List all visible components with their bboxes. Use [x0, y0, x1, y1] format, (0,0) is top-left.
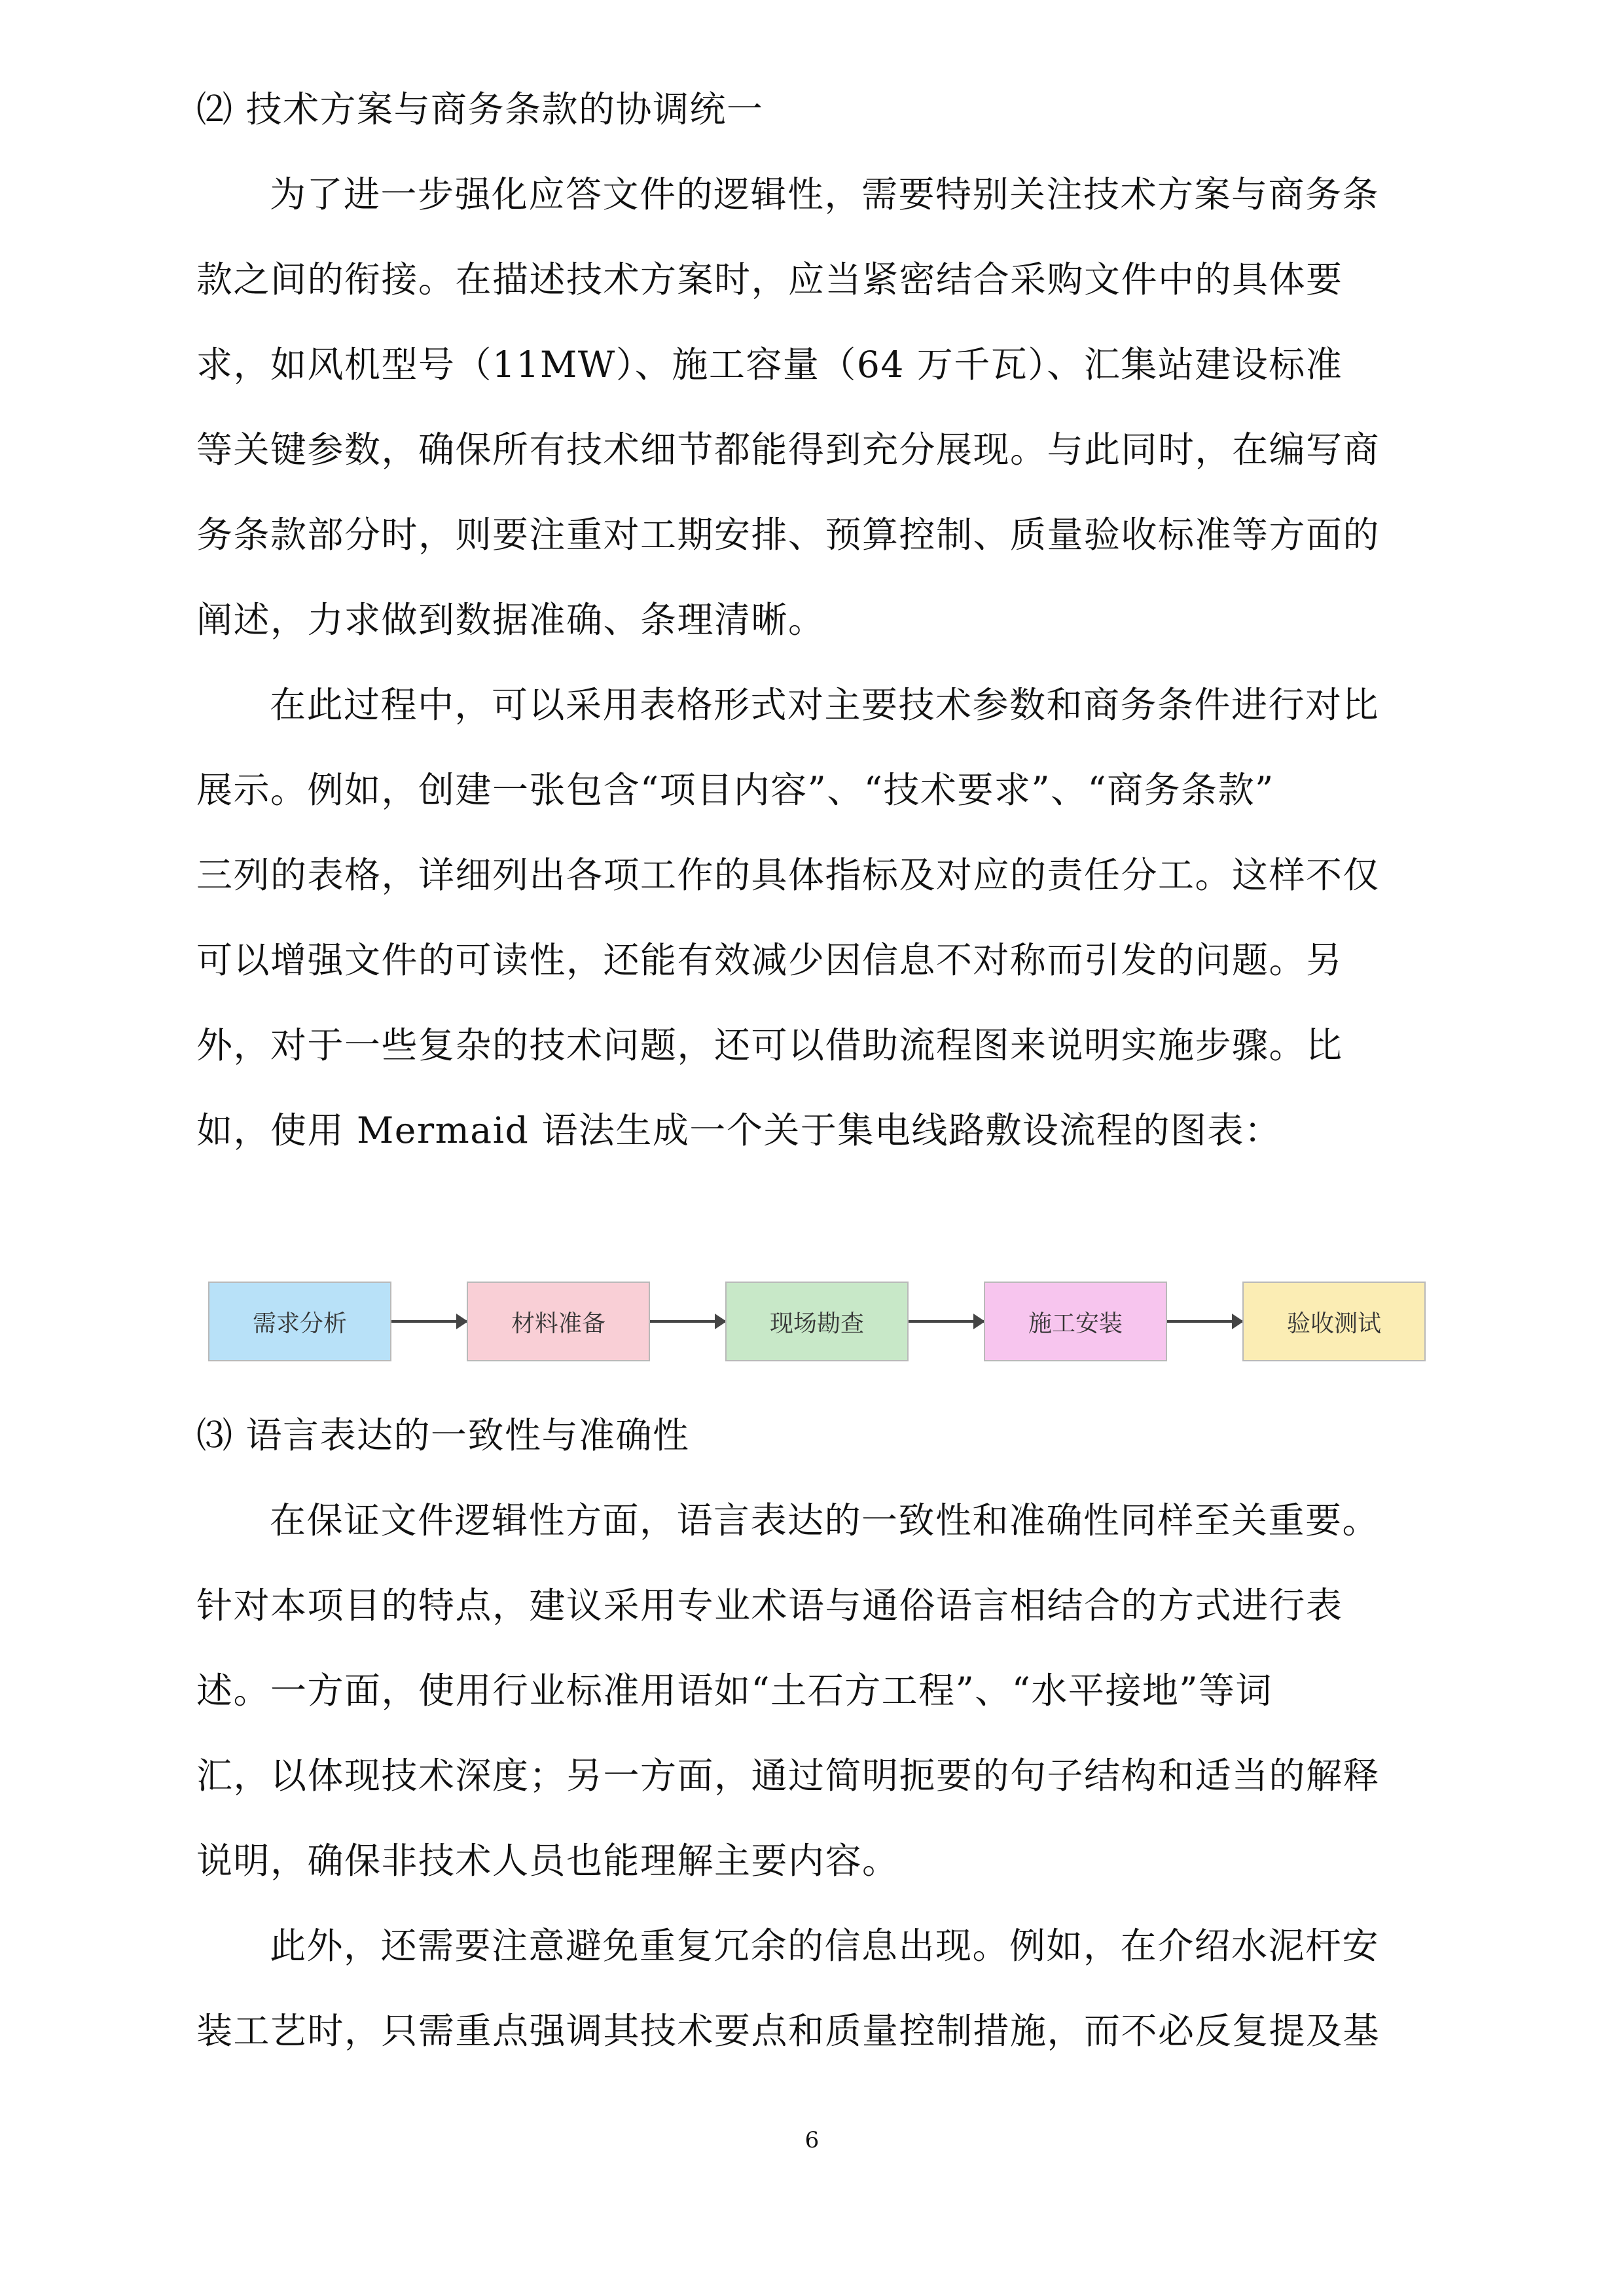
flow-step-installation: 施工安装: [984, 1282, 1167, 1361]
paragraph-line: 此外，还需要注意避免重复冗余的信息出现。例如，在介绍水泥杆安: [270, 1925, 1380, 1967]
paragraph-line: 款之间的衔接。在描述技术方案时，应当紧密结合采购文件中的具体要: [196, 259, 1343, 300]
flow-step-materials: 材料准备: [467, 1282, 650, 1361]
paragraph-line: 阐述，力求做到数据准确、条理清晰。: [196, 599, 825, 641]
flow-arrow: [1167, 1320, 1242, 1323]
paragraph-line: 说明，确保非技术人员也能理解主要内容。: [196, 1840, 899, 1882]
paragraph-line: 求，如风机型号（11MW）、施工容量（64 万千瓦）、汇集站建设标准: [196, 344, 1343, 386]
section-heading-2: ⑵ 技术方案与商务条款的协调统一: [196, 88, 764, 130]
paragraph-line: 装工艺时，只需重点强调其技术要点和质量控制措施，而不必反复提及基: [196, 2010, 1380, 2052]
paragraph-line: 在保证文件逻辑性方面，语言表达的一致性和准确性同样至关重要。: [270, 1499, 1380, 1541]
paragraph-line: 汇，以体现技术深度；另一方面，通过简明扼要的句子结构和适当的解释: [196, 1755, 1380, 1797]
paragraph-line: 三列的表格，详细列出各项工作的具体指标及对应的责任分工。这样不仅: [196, 854, 1380, 896]
paragraph-line: 外，对于一些复杂的技术问题，还可以借助流程图来说明实施步骤。比: [196, 1024, 1343, 1066]
flow-step-survey: 现场勘查: [725, 1282, 909, 1361]
paragraph-line: 如，使用 Mermaid 语法生成一个关于集电线路敷设流程的图表：: [196, 1109, 1282, 1151]
flow-arrow: [909, 1320, 984, 1323]
paragraph-line: 在此过程中，可以采用表格形式对主要技术参数和商务条件进行对比: [270, 684, 1380, 726]
flow-step-requirements: 需求分析: [208, 1282, 391, 1361]
paragraph-line: 述。一方面，使用行业标准用语如“土石方工程”、“水平接地”等词: [196, 1670, 1272, 1712]
paragraph-line: 等关键参数，确保所有技术细节都能得到充分展现。与此同时，在编写商: [196, 429, 1380, 471]
flow-step-acceptance: 验收测试: [1242, 1282, 1426, 1361]
paragraph-line: 为了进一步强化应答文件的逻辑性，需要特别关注技术方案与商务条: [270, 173, 1380, 215]
flow-arrow: [650, 1320, 725, 1323]
paragraph-line: 可以增强文件的可读性，还能有效减少因信息不对称而引发的问题。另: [196, 939, 1343, 981]
flowchart: [208, 1282, 1426, 1363]
paragraph-line: 针对本项目的特点，建议采用专业术语与通俗语言相结合的方式进行表: [196, 1585, 1343, 1626]
paragraph-line: 展示。例如，创建一张包含“项目内容”、“技术要求”、“商务条款”: [196, 769, 1274, 811]
page-number: 6: [804, 2127, 820, 2153]
section-heading-3: ⑶ 语言表达的一致性与准确性: [196, 1414, 690, 1456]
paragraph-line: 务条款部分时，则要注重对工期安排、预算控制、质量验收标准等方面的: [196, 514, 1380, 556]
flow-arrow: [391, 1320, 467, 1323]
